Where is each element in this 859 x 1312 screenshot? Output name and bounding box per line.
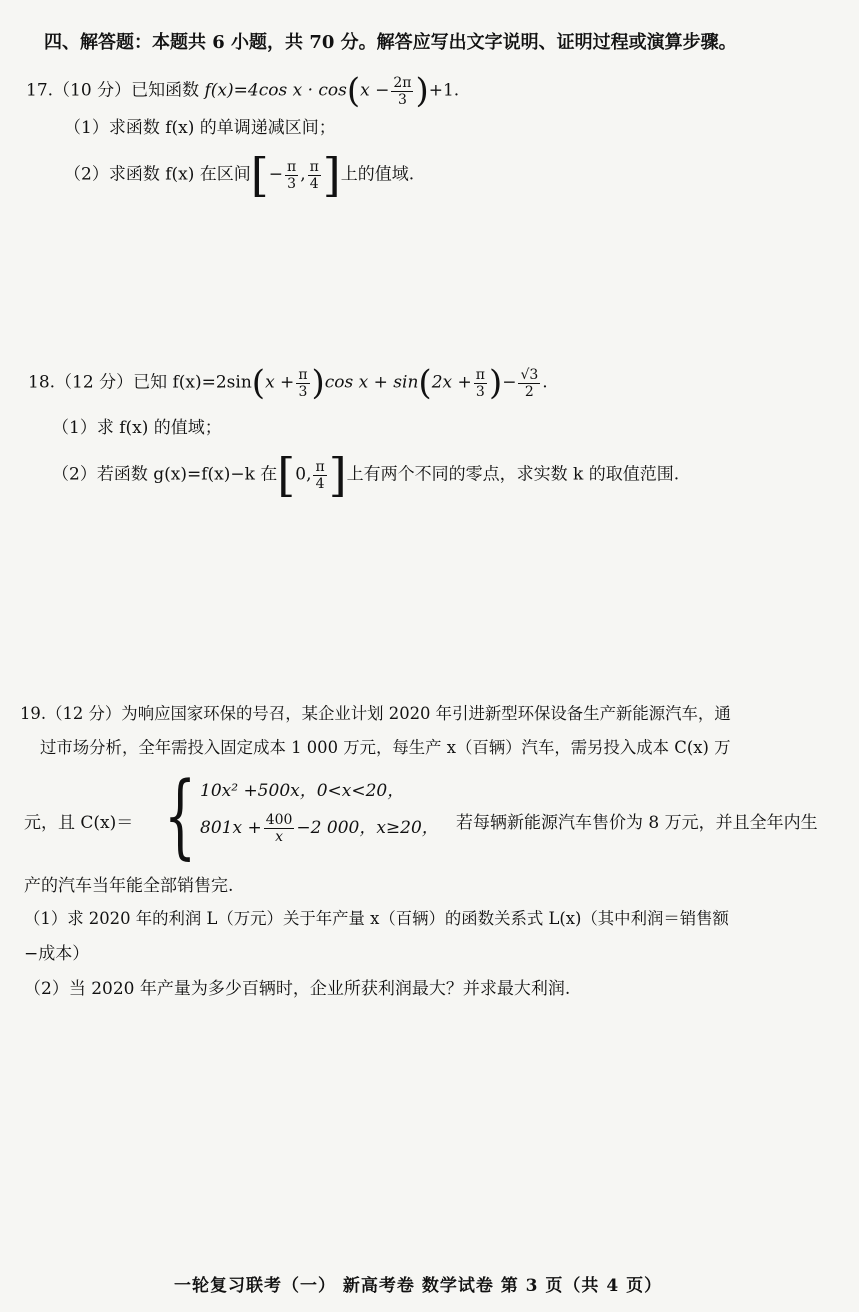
q19-line1: 19.（12 分）为响应国家环保的号召，某企业计划 2020 年引进新型环保设备生产新能源汽车，通 (20, 704, 731, 723)
q18-fraction-2: $\frac{\pi}{3}$ (475, 366, 485, 400)
q19-price-sentence: 若每辆新能源汽车售价为 8 万元，并且全年内生 (456, 813, 818, 833)
q19-part1-line1: （1）求 2020 年的利润 L（万元）关于年产量 x（百辆）的函数关系式 L(x)（其中利润＝销售额 (24, 909, 729, 928)
q18-part1: （1）求 f(x) 的值域； (52, 418, 222, 438)
q19-line2: 过市场分析，全年需投入固定成本 1 000 万元，每生产 x（百辆）汽车，需另投入成本 C(x) 万 (40, 738, 731, 757)
q17-interval-b: $\frac{\pi}{4}$ (309, 158, 319, 192)
q17-stem: 17.（10 分）已知函数 f(x)=4cos x · cos(x − $\frac{2\pi}{3}$ )+1. (26, 71, 460, 111)
q17-suffix: +1. (428, 80, 460, 101)
piecewise-brace: { (164, 762, 197, 869)
q17-fraction: $\frac{2\pi}{3}$ (393, 74, 412, 108)
q17-prefix: 17.（10 分）已知函数 (26, 80, 205, 101)
q18-stem: 18.（12 分）已知 f(x)=2sin(x + $\frac{\pi}{3}$ )cos x + sin(2x + $\frac{\pi}{3}$ )− $\frac{√3}{2}$ . (28, 363, 548, 403)
section-heading: 四、解答题：本题共 6 小题，共 70 分。解答应写出文字说明、证明过程或演算步骤。 (44, 32, 737, 53)
q18-prefix: 18.（12 分）已知 f(x)=2sin (28, 372, 252, 393)
q17-func: f(x)=4cos x · cos (204, 80, 347, 101)
q17-arg: x − (360, 80, 390, 101)
q19-case2-fraction: $\frac{400}{x}$ (265, 812, 293, 845)
q19-case-1: 10x² +500x，0<x<20， (200, 781, 405, 801)
q17-part2: （2）求函数 f(x) 在区间[− $\frac{\pi}{3}$ , $\frac{\pi}{4}$ ]上的值域. (64, 148, 415, 202)
q17-interval-a: $\frac{\pi}{3}$ (286, 158, 297, 192)
q18-part2: （2）若函数 g(x)=f(x)−k 在[0, $\frac{\pi}{4}$ ]上有两个不同的零点，求实数 k 的取值范围. (52, 448, 680, 502)
q18-fraction-1: $\frac{\pi}{3}$ (298, 366, 308, 400)
q18-interval-frac: $\frac{\pi}{4}$ (315, 458, 325, 492)
q19-part2: （2）当 2020 年产量为多少百辆时，企业所获利润最大？并求最大利润. (24, 979, 571, 999)
q19-part1-line2: −成本） (24, 944, 90, 964)
q19-line4: 产的汽车当年能全部销售完. (24, 876, 234, 896)
q19-cost-label: 元，且 C(x)＝ (24, 813, 134, 833)
q18-fraction-3: $\frac{√3}{2}$ (520, 366, 539, 400)
q17-part1: （1）求函数 f(x) 的单调递减区间； (64, 118, 336, 138)
page-footer: 一轮复习联考（一） 新高考卷 数学试卷 第 3 页（共 4 页） (174, 1276, 663, 1296)
q19-case-2: 801x + $\frac{400}{x}$ −2 000，x≥20， (200, 812, 439, 845)
